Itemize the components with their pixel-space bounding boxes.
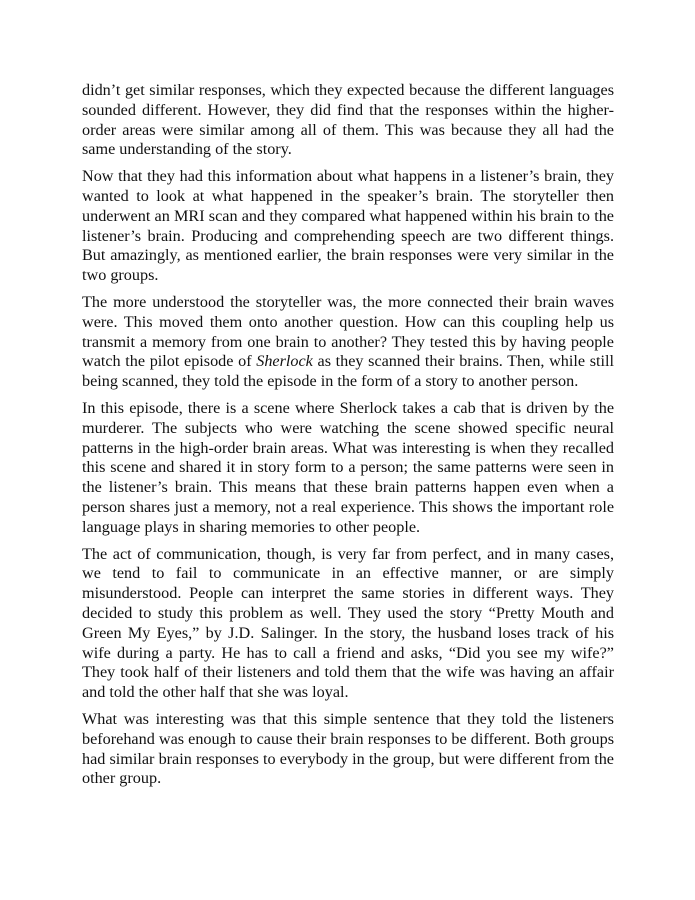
paragraph-2: Now that they had this information about what happens in a listener’s brain, they wanted to look at what happened in the speaker’s brain. The storyteller then underwent an MRI scan and they compared what happened within his brain to the listener’s brain. Producing and comprehending speech are two different things. But amazingly, as mentioned earlier, the brain responses were very similar in the two groups.	[82, 167, 614, 285]
document-page	[82, 81, 614, 796]
paragraph-3	[82, 293, 614, 392]
paragraph-6: What was interesting was that this simple sentence that they told the listeners beforehand was enough to cause their brain responses to be different. Both groups had similar brain responses to everybody in the group, but were different from the other group.	[82, 709, 614, 788]
paragraph-3-text-before: The more understood the storyteller was, the more connected their brain waves were. This moved them onto another question. How can this coupling help us transmit a memory from one brain to another? They tested this by having people watch the pilot episode of	[82, 292, 614, 371]
paragraph-1: didn’t get similar responses, which they expected because the different languages sounded different. However, they did find that the responses within the higher-order areas were similar among all of them. This was because they all had the same understanding of the story.	[82, 81, 614, 159]
show-title-sherlock: Sherlock	[256, 352, 313, 371]
paragraph-4: In this episode, there is a scene where Sherlock takes a cab that is driven by the murderer. The subjects who were watching the scene showed specific neural patterns in the high-order brain areas. What was interesting is when they recalled this scene and shared it in story form to a person; the same patterns were seen in the listener’s brain. This means that these brain patterns happen even when a person shares just a memory, not a real experience. This shows the important role language plays in sharing memories to other people.	[82, 398, 614, 536]
paragraph-5: The act of communication, though, is very far from perfect, and in many cases, we tend to fail to communicate in an effective manner, or are simply misunderstood. People can interpret the same stories in different ways. They decided to study this problem as well. They used the story “Pretty Mouth and Green My Eyes,” by J.D. Salinger. In the story, the husband loses track of his wife during a party. He has to call a friend and asks, “Did you see my wife?” They took half of their listeners and told them that the wife was having an affair and told the other half that she was loyal.	[82, 544, 614, 702]
paragraph-3-text-after: as they scanned their brains. Then, while still being scanned, they told the episode in the form of a story to another person.	[82, 352, 614, 391]
